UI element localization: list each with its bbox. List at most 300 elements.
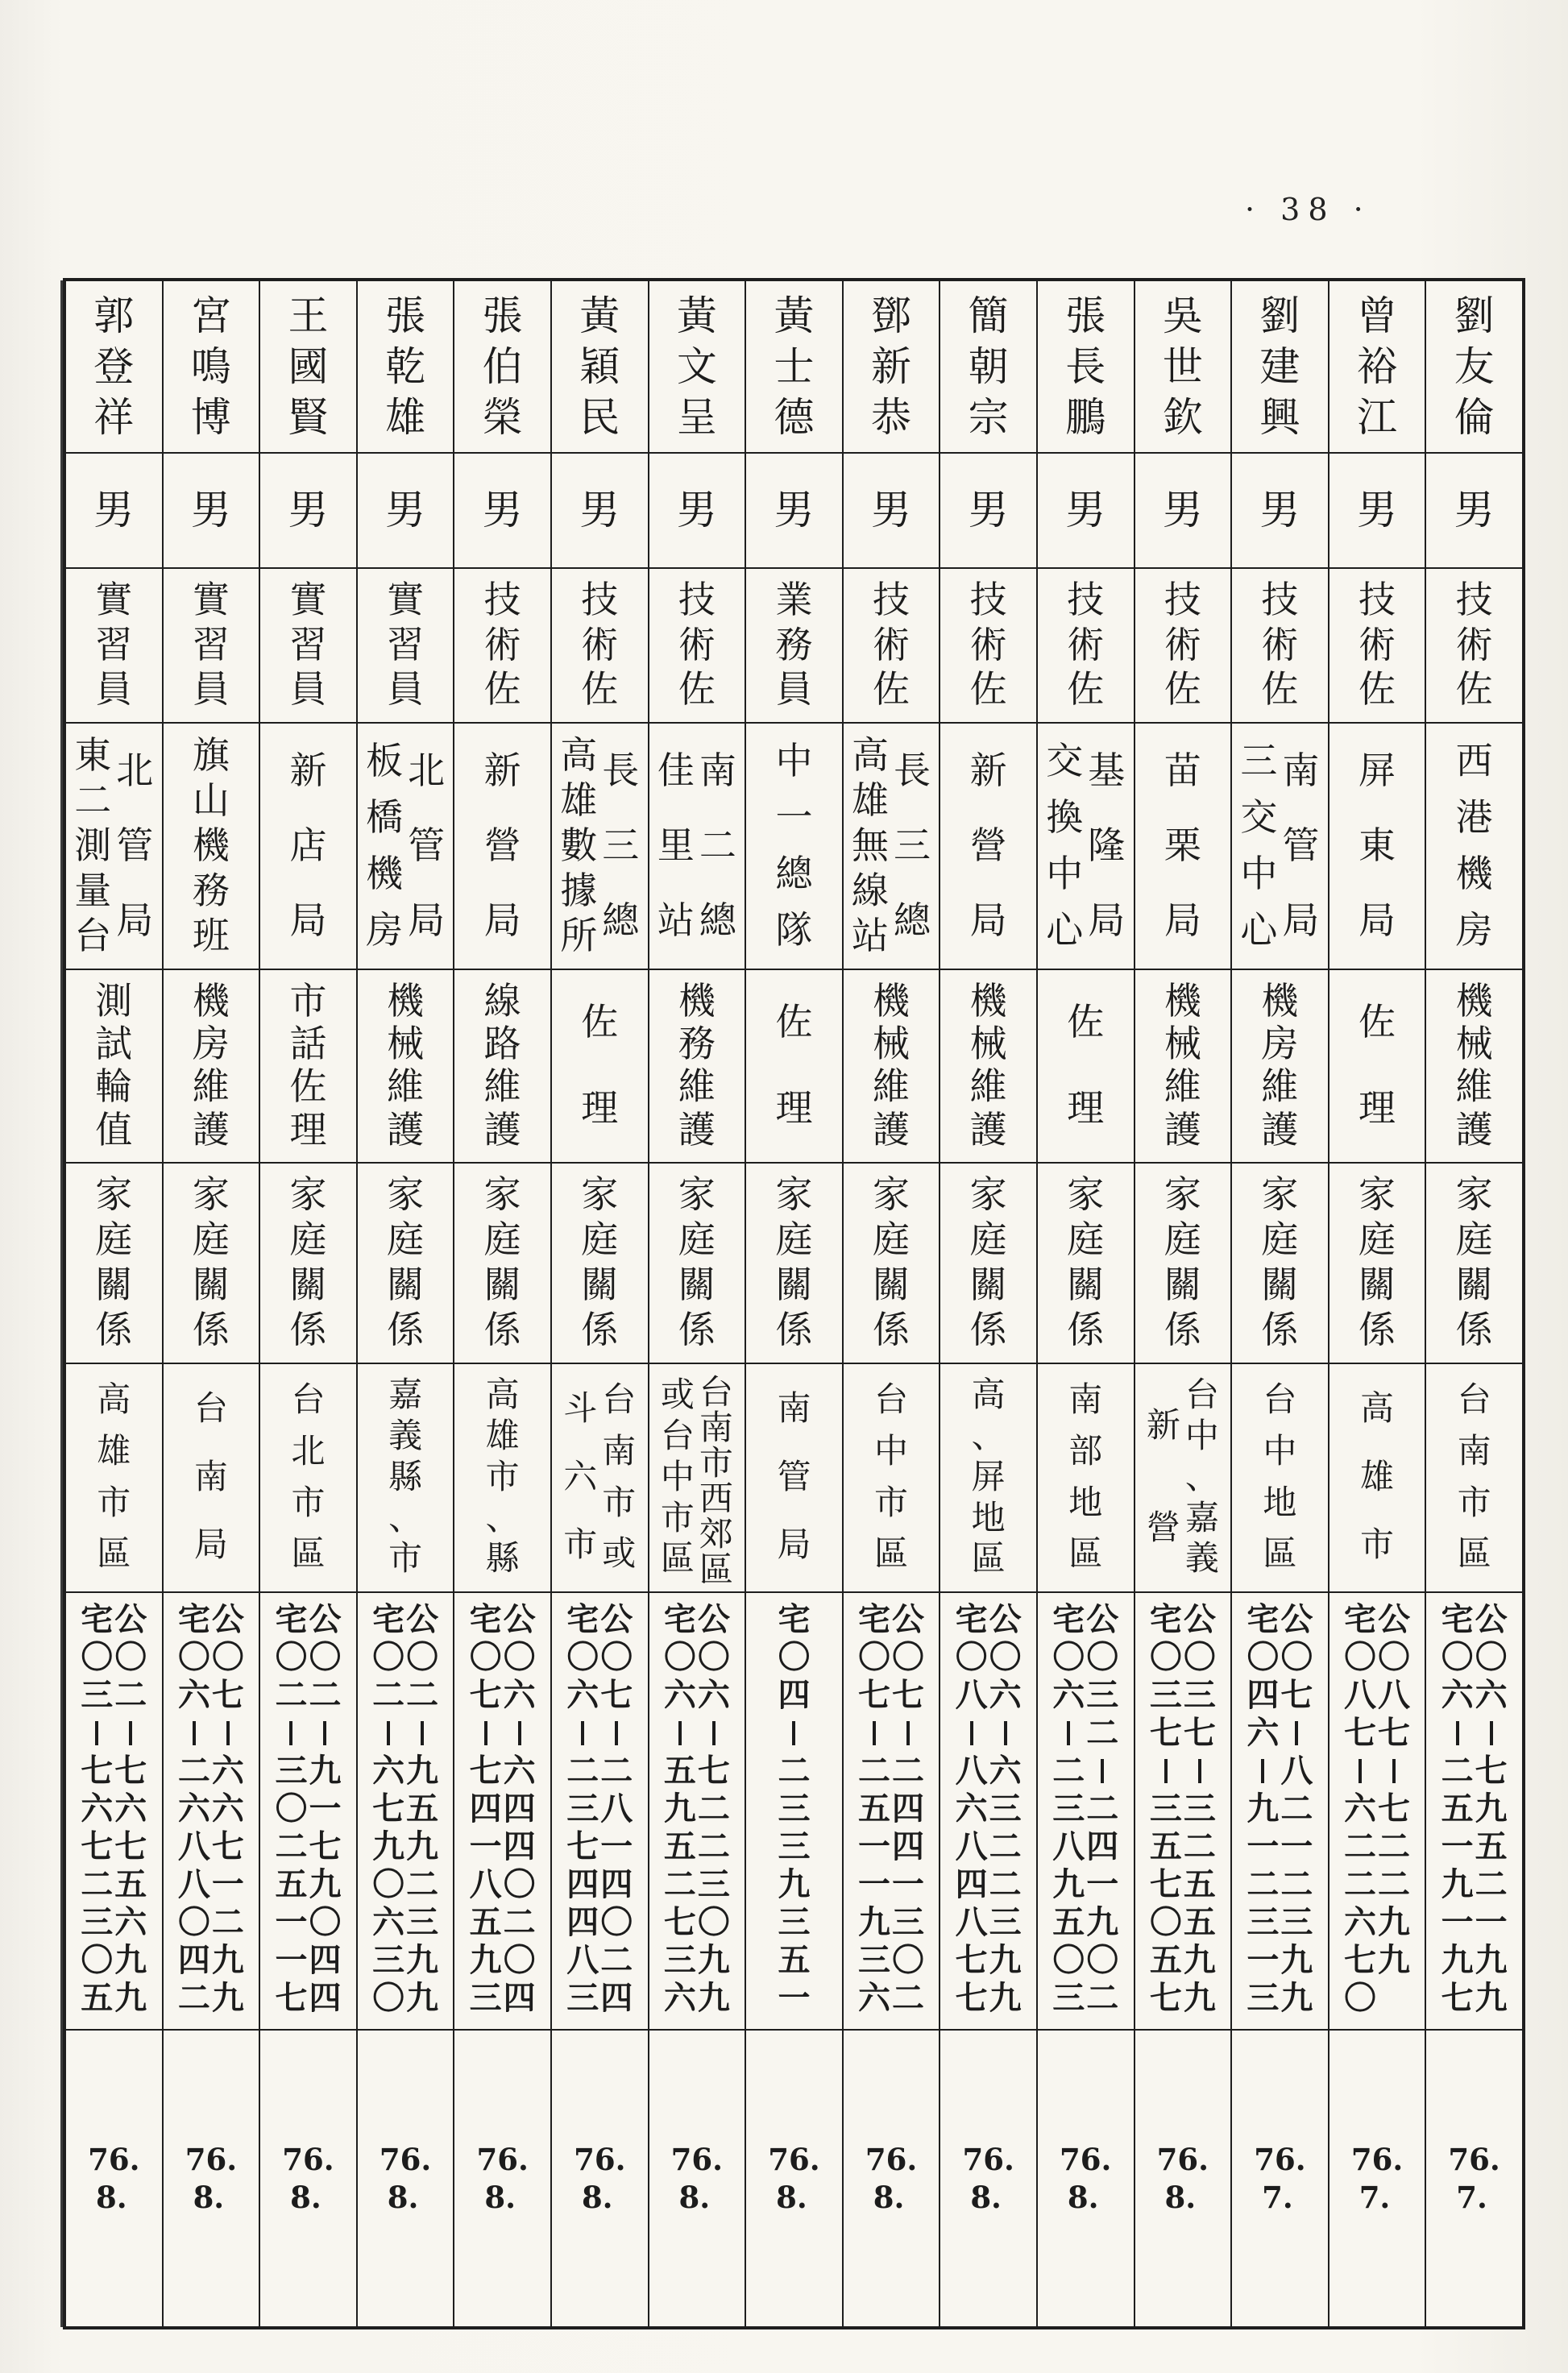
phone-dash	[1490, 1721, 1493, 1745]
vertical-text-line: 斗 六 市	[563, 1391, 598, 1565]
duty-cell	[1232, 970, 1328, 1163]
work-unit-cell	[358, 724, 454, 970]
title-cell	[164, 569, 259, 724]
name-cell	[649, 281, 745, 454]
phone-dash	[873, 1721, 876, 1745]
report-date: 76. 7.	[1448, 2142, 1500, 2215]
report-date-cell	[260, 2031, 356, 2326]
report-date-cell	[1038, 2031, 1134, 2326]
vertical-text-line: 新 營	[1146, 1408, 1180, 1548]
report-date-cell	[1135, 2031, 1231, 2326]
phone-number-line: 公 〇 二 九 一 七 九 〇 四 四	[309, 1601, 342, 2017]
phone-number-line: 公 〇 七 二 八 一 四 〇 二 四	[600, 1601, 633, 2017]
vertical-text-line: 中 一 總 隊	[775, 741, 813, 952]
vertical-text-line: 技 術 佐	[581, 579, 619, 711]
phone-number-line: 公 〇 三 七 三 二 五 五 九 九	[1183, 1601, 1216, 2017]
title-cell	[66, 569, 162, 724]
report-date-cell	[454, 2031, 550, 2326]
work-unit-cell	[746, 724, 842, 970]
person-column	[66, 281, 164, 2326]
vertical-text-line: 台 中 地 區	[1263, 1382, 1297, 1574]
vertical-text-line: 張 乾 雄	[385, 293, 426, 440]
vertical-text-line: 家 庭 關 係	[873, 1174, 911, 1350]
phone-dash	[581, 1721, 584, 1745]
vertical-text-line: 苗 栗 局	[1164, 749, 1201, 942]
title-cell	[844, 569, 940, 724]
vertical-text-line: 男	[288, 487, 329, 533]
person-column	[1038, 281, 1135, 2326]
vertical-text-line: 台 中 、 嘉 義	[1184, 1377, 1219, 1579]
phone-cell	[844, 1593, 940, 2031]
phone-number-line: 公 〇 六 六 四 四 〇 二 〇 四	[503, 1601, 536, 2017]
person-column	[746, 281, 844, 2326]
duty-cell	[164, 970, 259, 1163]
vertical-text-line: 男	[1357, 487, 1398, 533]
phone-cell	[746, 1593, 842, 2031]
name-cell	[66, 281, 162, 454]
duty-cell	[454, 970, 550, 1163]
duty-cell	[358, 970, 454, 1163]
service-region-cell	[1426, 1364, 1522, 1593]
phone-dash	[387, 1721, 390, 1745]
phone-number-line: 公 〇 六 七 二 二 三 〇 九 九	[697, 1601, 730, 2017]
vertical-text-line: 北 管 局	[116, 749, 154, 942]
work-unit-cell	[66, 724, 162, 970]
vertical-text-line: 技 術 佐	[483, 579, 521, 711]
phone-number-line: 公 〇 六 七 九 五 二 一 九 九	[1475, 1601, 1508, 2017]
phone-cell	[66, 1593, 162, 2031]
title-cell	[1135, 569, 1231, 724]
name-cell	[844, 281, 940, 454]
service-region-cell	[844, 1364, 940, 1593]
report-date-cell	[552, 2031, 648, 2326]
phone-number-line: 公 〇 二 七 六 七 五 六 九 九	[114, 1601, 147, 2017]
vertical-text-line: 佐 理	[775, 1002, 813, 1130]
vertical-text-line: 新 店 局	[289, 749, 327, 942]
page-number: · 38 ·	[1245, 192, 1371, 227]
service-region-cell	[1135, 1364, 1231, 1593]
report-date-cell	[1329, 2031, 1425, 2326]
name-cell	[454, 281, 550, 454]
work-unit-cell	[260, 724, 356, 970]
phone-dash	[1004, 1721, 1007, 1745]
duty-cell	[1038, 970, 1134, 1163]
vertical-text-line: 機 械 維 護	[1455, 980, 1493, 1151]
title-cell	[1038, 569, 1134, 724]
gender-cell	[746, 454, 842, 569]
vertical-text-line: 男	[190, 487, 231, 533]
phone-dash	[615, 1721, 618, 1745]
work-unit-cell	[1232, 724, 1328, 970]
report-date: 76. 8.	[670, 2142, 724, 2215]
title-cell	[552, 569, 648, 724]
gender-cell	[649, 454, 745, 569]
person-column	[1426, 281, 1522, 2326]
gender-cell	[1426, 454, 1522, 569]
report-date: 76. 8.	[185, 2142, 238, 2215]
vertical-text-line: 機 房 維 護	[1261, 980, 1299, 1151]
phone-cell	[454, 1593, 550, 2031]
vertical-text-line: 實 習 員	[387, 579, 425, 711]
vertical-text-line: 新 營 局	[969, 749, 1007, 942]
vertical-text-line: 佐 理	[1359, 1002, 1396, 1130]
person-column	[260, 281, 358, 2326]
vertical-text-line: 高 雄 無 線 站	[852, 735, 890, 957]
vertical-text-line: 機 械 維 護	[969, 980, 1007, 1151]
vertical-text-line: 高 雄 市	[1360, 1391, 1395, 1565]
work-unit-cell	[1426, 724, 1522, 970]
person-column	[164, 281, 261, 2326]
name-cell	[1232, 281, 1328, 454]
vertical-text-line: 家 庭 關 係	[1359, 1174, 1396, 1350]
phone-number-line: 公 〇 七 六 六 七 一 二 九 九	[211, 1601, 244, 2017]
phone-dash	[792, 1721, 795, 1745]
report-date-cell	[1232, 2031, 1328, 2326]
gender-cell	[454, 454, 550, 569]
work-unit-cell	[454, 724, 550, 970]
phone-cell	[164, 1593, 259, 2031]
vertical-text-line: 男	[482, 487, 523, 533]
vertical-text-line: 市 話 佐 理	[289, 980, 327, 1151]
vertical-text-line: 技 術 佐	[1455, 579, 1493, 711]
vertical-text-line: 家 庭 關 係	[678, 1174, 716, 1350]
duty-cell	[260, 970, 356, 1163]
phone-dash	[1261, 1759, 1264, 1783]
family-relation-cell	[358, 1164, 454, 1364]
vertical-text-line: 台 中 市 區	[874, 1382, 909, 1574]
vertical-text-line: 男	[1259, 487, 1300, 533]
phone-dash	[1295, 1721, 1298, 1745]
name-cell	[1038, 281, 1134, 454]
vertical-text-line: 曾 裕 江	[1357, 293, 1398, 440]
service-region-cell	[164, 1364, 259, 1593]
phone-number-line: 宅 〇 二 六 七 九 〇 六 三 〇	[372, 1601, 405, 2017]
duty-cell	[649, 970, 745, 1163]
vertical-text-line: 實 習 員	[289, 579, 327, 711]
vertical-text-line: 板 橋 機 房	[366, 741, 404, 952]
vertical-text-line: 男	[93, 487, 135, 533]
title-cell	[260, 569, 356, 724]
vertical-text-line: 西 港 機 房	[1455, 741, 1493, 952]
name-cell	[746, 281, 842, 454]
phone-dash	[95, 1721, 98, 1745]
person-column	[844, 281, 941, 2326]
work-unit-cell	[844, 724, 940, 970]
vertical-text-line: 郭 登 祥	[93, 293, 135, 440]
report-date-cell	[746, 2031, 842, 2326]
phone-dash	[129, 1721, 132, 1745]
vertical-text-line: 技 術 佐	[1164, 579, 1201, 711]
phone-number-line: 公 〇 八 七 七 二 二 九 九	[1378, 1601, 1411, 1979]
work-unit-cell	[164, 724, 259, 970]
name-cell	[164, 281, 259, 454]
gender-cell	[844, 454, 940, 569]
vertical-text-line: 張 長 鵬	[1065, 293, 1106, 440]
vertical-text-line: 機 房 維 護	[192, 980, 230, 1151]
vertical-text-line: 技 術 佐	[678, 579, 716, 711]
family-relation-cell	[1232, 1164, 1328, 1364]
work-unit-cell	[649, 724, 745, 970]
report-date-cell	[164, 2031, 259, 2326]
title-cell	[649, 569, 745, 724]
phone-dash	[518, 1721, 521, 1745]
name-cell	[940, 281, 1036, 454]
person-column	[454, 281, 552, 2326]
phone-number-line: 宅 〇 三 七 三 五 七 〇 五 七	[1149, 1601, 1182, 2017]
vertical-text-line: 高 、 屏 地 區	[971, 1377, 1006, 1579]
phone-dash	[1392, 1759, 1396, 1783]
vertical-text-line: 家 庭 關 係	[483, 1174, 521, 1350]
phone-number-line: 宅 〇 七 七 四 一 八 五 九 三	[469, 1601, 502, 2017]
phone-cell	[358, 1593, 454, 2031]
vertical-text-line: 男	[676, 487, 717, 533]
report-date: 76. 8.	[768, 2142, 820, 2215]
family-relation-cell	[649, 1164, 745, 1364]
phone-cell	[1232, 1593, 1328, 2031]
phone-number-line: 宅 〇 三 七 六 七 二 三 〇 五	[81, 1601, 114, 2017]
report-date: 76. 8.	[574, 2142, 626, 2215]
duty-cell	[552, 970, 648, 1163]
phone-cell	[1329, 1593, 1425, 2031]
service-region-cell	[746, 1364, 842, 1593]
vertical-text-line: 機 械 維 護	[873, 980, 911, 1151]
phone-number-line: 宅 〇 六 二 三 八 九 五 〇 三	[1052, 1601, 1085, 2017]
phone-number-line: 宅 〇 六 二 六 八 八 〇 四 二	[177, 1601, 210, 2017]
report-date-cell	[66, 2031, 162, 2326]
family-relation-cell	[746, 1164, 842, 1364]
duty-cell	[940, 970, 1036, 1163]
vertical-text-line: 家 庭 關 係	[775, 1174, 813, 1350]
family-relation-cell	[66, 1164, 162, 1364]
vertical-text-line: 男	[871, 487, 912, 533]
gender-cell	[164, 454, 259, 569]
service-region-cell	[940, 1364, 1036, 1593]
vertical-text-line: 家 庭 關 係	[1067, 1174, 1105, 1350]
phone-number-line: 宅 〇 四 六 九 一 二 三 一 三	[1247, 1601, 1280, 2017]
phone-dash	[970, 1721, 973, 1745]
vertical-text-line: 技 術 佐	[1359, 579, 1396, 711]
service-region-cell	[454, 1364, 550, 1593]
vertical-text-line: 黃 穎 民	[579, 293, 620, 440]
vertical-text-line: 家 庭 關 係	[581, 1174, 619, 1350]
vertical-text-line: 旗 山 機 務 班	[192, 735, 230, 957]
phone-number-line: 宅 〇 六 二 五 一 九 一 九 七	[1441, 1601, 1474, 2017]
vertical-text-line: 機 械 維 護	[1164, 980, 1201, 1151]
phone-number-line: 公 〇 七 八 二 一 二 三 九 九	[1280, 1601, 1313, 2017]
vertical-text-line: 劉 建 興	[1259, 293, 1300, 440]
name-cell	[260, 281, 356, 454]
vertical-text-line: 男	[1454, 487, 1495, 533]
vertical-text-line: 機 械 維 護	[387, 980, 425, 1151]
report-date: 76. 8.	[379, 2142, 432, 2215]
family-relation-cell	[1038, 1164, 1134, 1364]
vertical-text-line: 測 試 輪 值	[95, 980, 133, 1151]
vertical-text-line: 宮 鳴 博	[190, 293, 231, 440]
vertical-text-line: 家 庭 關 係	[387, 1174, 425, 1350]
vertical-text-line: 長 三 總	[894, 749, 931, 942]
phone-cell	[1038, 1593, 1134, 2031]
vertical-text-line: 佳 里 站	[657, 749, 695, 942]
phone-number-line: 公 〇 七 二 四 四 一 三 〇 二	[892, 1601, 925, 2017]
person-column	[1135, 281, 1233, 2326]
family-relation-cell	[1329, 1164, 1425, 1364]
vertical-text-line: 南 二 總	[699, 749, 736, 942]
phone-number-line: 宅 〇 六 二 三 七 四 四 八 三	[566, 1601, 599, 2017]
phone-number-line: 公 〇 六 六 三 二 二 三 九 九	[989, 1601, 1022, 2017]
vertical-text-line: 劉 友 倫	[1454, 293, 1495, 440]
gender-cell	[358, 454, 454, 569]
vertical-text-line: 技 術 佐	[1067, 579, 1105, 711]
gender-cell	[1038, 454, 1134, 569]
duty-cell	[66, 970, 162, 1163]
phone-dash	[1067, 1721, 1070, 1745]
title-cell	[746, 569, 842, 724]
vertical-text-line: 鄧 新 恭	[871, 293, 912, 440]
service-region-cell	[1232, 1364, 1328, 1593]
gender-cell	[1232, 454, 1328, 569]
name-cell	[552, 281, 648, 454]
vertical-text-line: 高 雄 數 據 所	[560, 735, 598, 957]
report-date-cell	[649, 2031, 745, 2326]
work-unit-cell	[1135, 724, 1231, 970]
phone-dash	[1456, 1721, 1459, 1745]
person-column	[358, 281, 455, 2326]
phone-dash	[678, 1721, 682, 1745]
service-region-cell	[66, 1364, 162, 1593]
vertical-text-line: 實 習 員	[192, 579, 230, 711]
vertical-text-line: 台 南 局	[193, 1391, 228, 1565]
report-date: 76. 7.	[1350, 2142, 1404, 2215]
gender-cell	[940, 454, 1036, 569]
vertical-text-line: 男	[774, 487, 815, 533]
gender-cell	[1135, 454, 1231, 569]
vertical-text-line: 或 台 中 市 區	[660, 1377, 695, 1579]
name-cell	[358, 281, 454, 454]
vertical-text-line: 高 雄 市 區	[97, 1382, 131, 1574]
phone-number-line: 宅 〇 四 二 三 三 九 三 五 一	[778, 1601, 811, 2017]
vertical-text-line: 南 部 地 區	[1068, 1382, 1103, 1574]
vertical-text-line: 台 南 市 或	[602, 1382, 637, 1574]
report-date-cell	[1426, 2031, 1522, 2326]
vertical-text-line: 技 術 佐	[873, 579, 911, 711]
work-unit-cell	[940, 724, 1036, 970]
vertical-text-line: 北 管 局	[408, 749, 446, 942]
phone-cell	[940, 1593, 1036, 2031]
duty-cell	[1135, 970, 1231, 1163]
phone-dash	[1164, 1759, 1168, 1783]
vertical-text-line: 男	[1162, 487, 1203, 533]
work-unit-cell	[1038, 724, 1134, 970]
vertical-text-line: 台 南 市 西 郊 區	[699, 1374, 733, 1590]
vertical-text-line: 技 術 佐	[1261, 579, 1299, 711]
title-cell	[454, 569, 550, 724]
vertical-text-line: 簡 朝 宗	[968, 293, 1009, 440]
person-column	[649, 281, 747, 2326]
work-unit-cell	[552, 724, 648, 970]
family-relation-cell	[940, 1164, 1036, 1364]
family-relation-cell	[1135, 1164, 1231, 1364]
phone-cell	[649, 1593, 745, 2031]
phone-dash	[484, 1721, 487, 1745]
duty-cell	[1329, 970, 1425, 1163]
personnel-table	[63, 278, 1525, 2329]
person-column	[1329, 281, 1427, 2326]
phone-number-line: 公 〇 三 二 二 四 一 九 〇 二	[1086, 1601, 1119, 2017]
gender-cell	[260, 454, 356, 569]
vertical-text-line: 男	[1065, 487, 1106, 533]
phone-dash	[323, 1721, 326, 1745]
duty-cell	[1426, 970, 1522, 1163]
report-date-cell	[940, 2031, 1036, 2326]
vertical-text-line: 男	[579, 487, 620, 533]
service-region-cell	[1329, 1364, 1425, 1593]
gender-cell	[1329, 454, 1425, 569]
vertical-text-line: 業 務 員	[775, 579, 813, 711]
vertical-text-line: 佐 理	[581, 1002, 619, 1130]
service-region-cell	[552, 1364, 648, 1593]
vertical-text-line: 新 營 局	[483, 749, 521, 942]
report-date-cell	[844, 2031, 940, 2326]
vertical-text-line: 吳 世 欽	[1162, 293, 1203, 440]
phone-cell	[552, 1593, 648, 2031]
phone-dash	[1359, 1759, 1362, 1783]
family-relation-cell	[552, 1164, 648, 1364]
vertical-text-line: 家 庭 關 係	[1455, 1174, 1493, 1350]
name-cell	[1329, 281, 1425, 454]
vertical-text-line: 家 庭 關 係	[95, 1174, 133, 1350]
vertical-text-line: 長 三 總	[602, 749, 640, 942]
report-date-cell	[358, 2031, 454, 2326]
vertical-text-line: 機 務 維 護	[678, 980, 716, 1151]
vertical-text-line: 高 雄 市 、 縣	[485, 1377, 520, 1579]
service-region-cell	[260, 1364, 356, 1593]
vertical-text-line: 台 南 市 區	[1457, 1382, 1491, 1574]
title-cell	[1232, 569, 1328, 724]
vertical-text-line: 黃 文 呈	[676, 293, 717, 440]
phone-number-line: 宅 〇 八 七 六 二 二 六 七 〇	[1344, 1601, 1377, 2017]
title-cell	[1426, 569, 1522, 724]
phone-cell	[1135, 1593, 1231, 2031]
report-date: 76. 8.	[1060, 2142, 1112, 2215]
service-region-cell	[1038, 1364, 1134, 1593]
gender-cell	[66, 454, 162, 569]
service-region-cell	[358, 1364, 454, 1593]
report-date: 76. 8.	[282, 2142, 334, 2215]
phone-dash	[193, 1721, 196, 1745]
title-cell	[940, 569, 1036, 724]
phone-dash	[906, 1721, 910, 1745]
vertical-text-line: 實 習 員	[95, 579, 133, 711]
vertical-text-line: 南 管 局	[777, 1391, 811, 1565]
vertical-text-line: 交 換 中 心	[1046, 741, 1084, 952]
vertical-text-line: 家 庭 關 係	[969, 1174, 1007, 1350]
phone-cell	[1426, 1593, 1522, 2031]
vertical-text-line: 三 交 中 心	[1240, 741, 1278, 952]
title-cell	[1329, 569, 1425, 724]
family-relation-cell	[1426, 1164, 1522, 1364]
vertical-text-line: 黃 士 德	[774, 293, 815, 440]
phone-number-line: 宅 〇 八 八 六 八 四 八 七 七	[955, 1601, 988, 2017]
gender-cell	[552, 454, 648, 569]
person-column	[940, 281, 1038, 2326]
duty-cell	[746, 970, 842, 1163]
phone-dash	[289, 1721, 292, 1745]
phone-dash	[226, 1721, 230, 1745]
name-cell	[1426, 281, 1522, 454]
report-date: 76. 8.	[476, 2142, 529, 2215]
person-column	[1232, 281, 1329, 2326]
vertical-text-line: 男	[385, 487, 426, 533]
